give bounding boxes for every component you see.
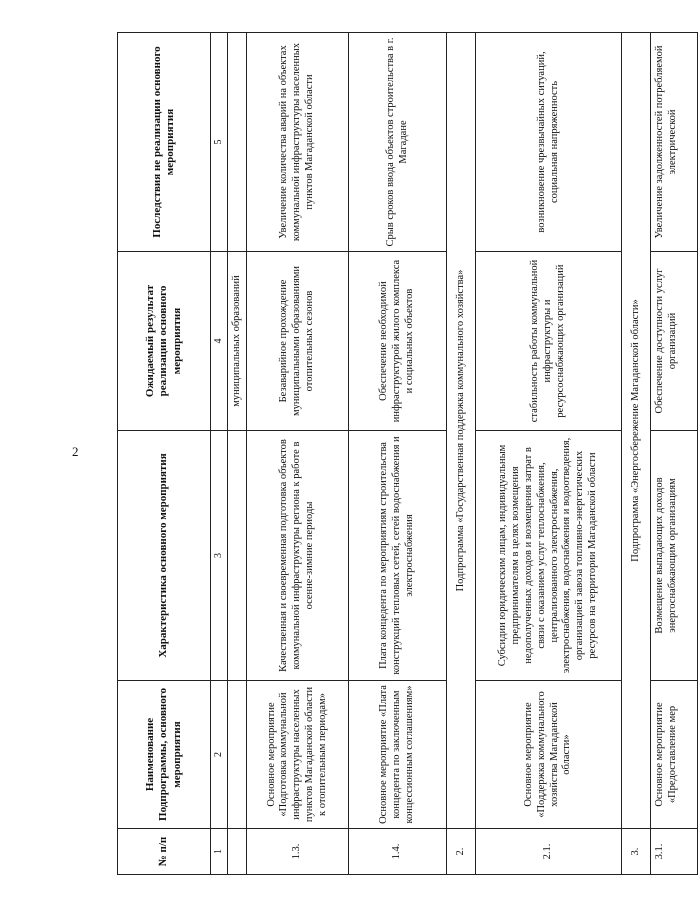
measure-consequence: Увеличение задолженностей потребляемой электрической — [651, 33, 698, 252]
column-number: 2 — [211, 681, 228, 829]
row-number: 3.1. — [651, 829, 698, 875]
table-cell — [228, 681, 247, 829]
table-row — [247, 33, 349, 875]
section-title: Подпрограмма «Государственная поддержка коммунального хозяйства» — [447, 33, 476, 829]
section-title: Подпрограмма «Энергосбережение Магаданской области» — [622, 33, 651, 829]
measure-characteristic: Субсидии юридическим лицам, индивидуальным предпринимателям в целях возмещения недополученных доходов и возмещения затрат в связи с оказанием услуг теплоснабжения, централизованного электроснабжения, электроснабжения, водоснабжения и водоотведения, организацией завоза топливно-энергетических ресурсов на территории Магаданской области — [476, 431, 622, 681]
header-number: № п/п — [118, 829, 211, 875]
header-name: Наименование Подпрограммы, основного мероприятия — [118, 681, 211, 829]
column-number: 5 — [211, 33, 228, 252]
continuation-row — [228, 33, 247, 875]
measure-characteristic: Качественная и своевременная подготовка объектов коммунальной инфраструктуры региона к работе в осенне-зимние периоды — [247, 431, 349, 681]
header-characteristic: Характеристика основного мероприятия — [118, 431, 211, 681]
header-consequence: Последствия не реализации основного мероприятия — [118, 33, 211, 252]
row-number: 2.1. — [476, 829, 622, 875]
table-row — [476, 33, 622, 875]
table-row — [651, 33, 698, 875]
measure-name: Основное мероприятие «Плата концедента по заключенным концессионным соглашениям» — [349, 681, 447, 829]
row-number: 1.3. — [247, 829, 349, 875]
row-number: 1.4. — [349, 829, 447, 875]
section-row — [622, 33, 651, 875]
measure-name: Основное мероприятие «Подготовка коммунальной инфраструктуры населенных пунктов Магаданской области к отопительным периодам» — [247, 681, 349, 829]
measure-name: Основное мероприятие «Предоставление мер — [651, 681, 698, 829]
table-cell — [228, 829, 247, 875]
page-number: 2 — [72, 444, 79, 459]
header-result: Ожидаемый результат реализации основного мероприятия — [118, 252, 211, 431]
column-numbers-row — [211, 33, 228, 875]
measure-result: Обеспечение доступности услуг организаций — [651, 252, 698, 431]
measures-table — [117, 32, 698, 875]
continuation-text: муниципальных образований — [228, 252, 247, 431]
table-row — [349, 33, 447, 875]
measure-result: стабильность работы коммунальной инфраструктуры и ресурсоснабжающих организаций — [476, 252, 622, 431]
measure-consequence: Срыв сроков ввода объектов строительства в г. Магадане — [349, 33, 447, 252]
section-number: 2. — [447, 829, 476, 875]
table-cell — [228, 431, 247, 681]
section-number: 3. — [622, 829, 651, 875]
measure-characteristic: Плата концедента по мероприятиям строительства конструкций тепловых сетей, сетей водоснабжения и электроснабжения — [349, 431, 447, 681]
measure-name: Основное мероприятие «Поддержка коммунального хозяйства Магаданской области» — [476, 681, 622, 829]
column-number: 4 — [211, 252, 228, 431]
header-row — [118, 33, 211, 875]
measure-consequence: Увеличение количества аварий на объектах коммунальной инфраструктуры населенных пунктов Магаданской области — [247, 33, 349, 252]
table-cell — [228, 33, 247, 252]
measure-characteristic: Возмещение выпадающих доходов энергоснабжающим организациям — [651, 431, 698, 681]
rotated-page — [92, 0, 678, 905]
measure-consequence: возникновение чрезвычайных ситуаций, социальная напряженность — [476, 33, 622, 252]
section-row — [447, 33, 476, 875]
measure-result: Безаварийное прохождение муниципальными образованиями отопительных сезонов — [247, 252, 349, 431]
column-number: 1 — [211, 829, 228, 875]
column-number: 3 — [211, 431, 228, 681]
measure-result: Обеспечение необходимой инфраструктурой жилого комплекса и социальных объектов — [349, 252, 447, 431]
